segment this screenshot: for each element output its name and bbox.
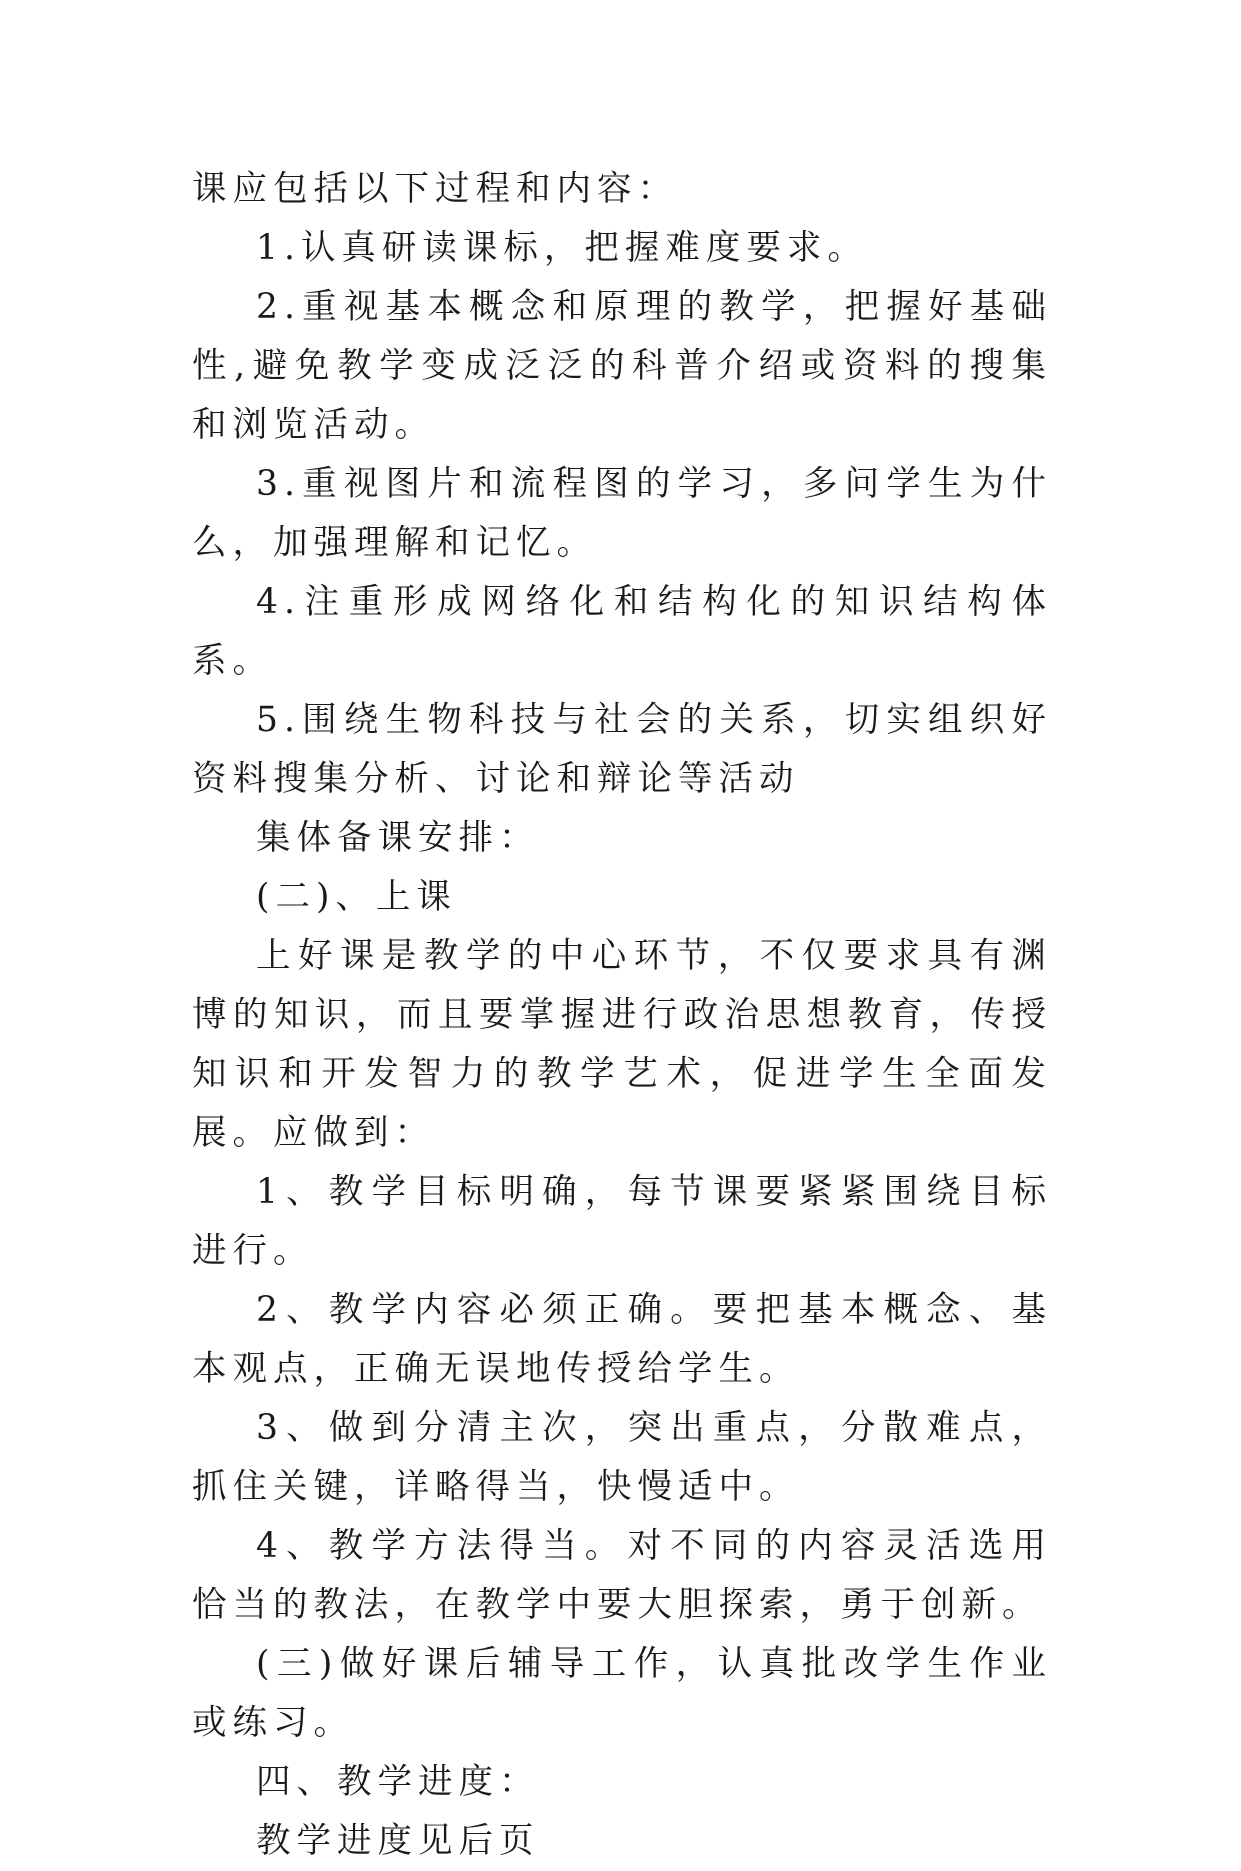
paragraph-class-point-2: 2、教学内容必须正确。要把基本概念、基本观点，正确无误地传授给学生。 xyxy=(192,1290,1052,1389)
paragraph-class-intro: 上好课是教学的中心环节，不仅要求具有渊博的知识，而且要掌握进行政治思想教育，传授知识和开发智力的教学艺术，促进学生全面发展。应做到： xyxy=(192,936,1052,1153)
paragraph-item-2: 2.重视基本概念和原理的教学，把握好基础性,避免教学变成泛泛的科普介绍或资料的搜集和浏览活动。 xyxy=(192,287,1052,445)
paragraph-collective-prep: 集体备课安排： xyxy=(256,818,540,858)
document-body xyxy=(192,160,1052,1871)
paragraph-item-4: 4.注重形成网络化和结构化的知识结构体系。 xyxy=(192,582,1052,681)
paragraph-item-5: 5.围绕生物科技与社会的关系，切实组织好资料搜集分析、讨论和辩论等活动 xyxy=(192,700,1052,799)
section-heading-progress: 四、教学进度： xyxy=(256,1762,540,1802)
paragraph-intro: 课应包括以下过程和内容： xyxy=(192,169,678,209)
paragraph-item-1: 1.认真研读课标，把握难度要求。 xyxy=(256,228,868,268)
section-heading-class: (二)、上课 xyxy=(256,877,457,917)
paragraph-class-point-1: 1、教学目标明确，每节课要紧紧围绕目标进行。 xyxy=(192,1172,1052,1271)
paragraph-item-3: 3.重视图片和流程图的学习，多问学生为什么，加强理解和记忆。 xyxy=(192,464,1052,563)
paragraph-progress-note: 教学进度见后页 xyxy=(256,1821,540,1861)
section-heading-tutoring: (三)做好课后辅导工作，认真批改学生作业或练习。 xyxy=(192,1644,1052,1743)
paragraph-class-point-4: 4、教学方法得当。对不同的内容灵活选用恰当的教法，在教学中要大胆探索，勇于创新。 xyxy=(192,1526,1052,1625)
paragraph-class-point-3: 3、做到分清主次，突出重点，分散难点，抓住关键，详略得当，快慢适中。 xyxy=(192,1408,1052,1507)
